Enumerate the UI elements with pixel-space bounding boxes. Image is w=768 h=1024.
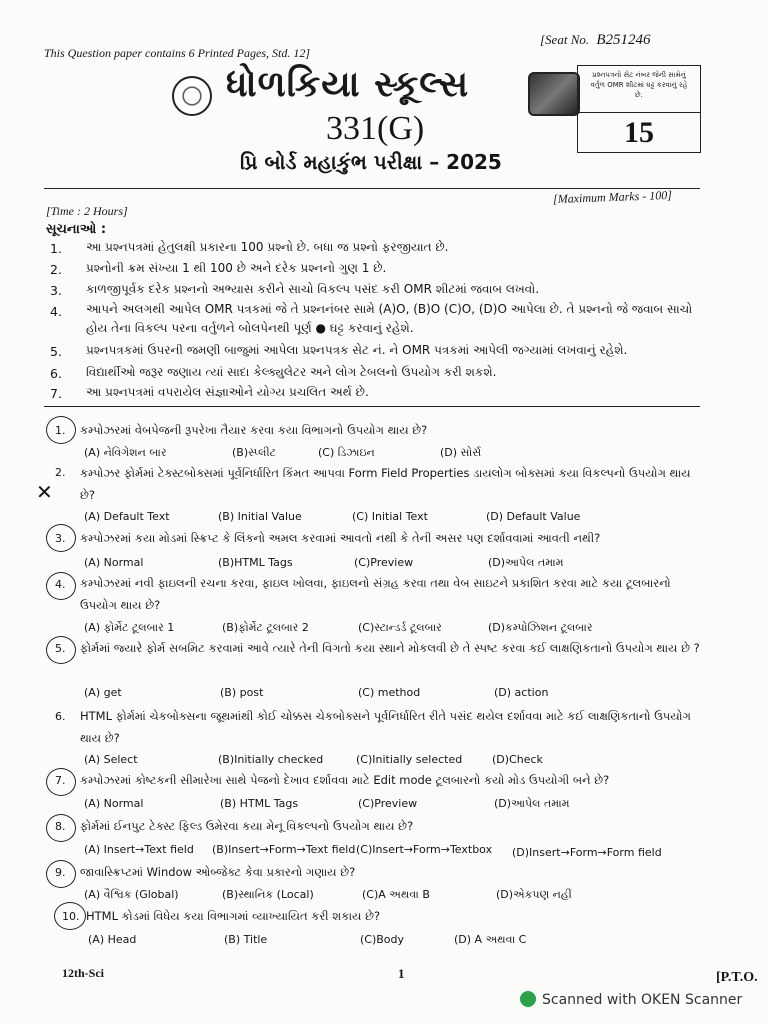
question-number: 7. xyxy=(55,774,66,787)
option-a: (A) ફોર્મેટ ટૂલબાર 1 xyxy=(84,621,175,634)
instruction-text: પ્રશ્નપત્રકમાં ઉપરની જમણી બાજુમાં આપેલા પ્રશ્નપત્રક સેટ નં. ને OMR પત્રકમાં આપેલી જગ્યામાં લખવાનું રહેશે. xyxy=(86,343,628,357)
option-b: (B)HTML Tags xyxy=(218,556,293,569)
question-number: 6. xyxy=(55,710,66,723)
question-text: જાવાસ્ક્રિપ્ટમાં Window ઓબ્જેક્ટ કેવા પ્રકારનો ગણાય છે? xyxy=(80,865,356,879)
question-number: 4. xyxy=(55,578,66,591)
instruction-text: આ પ્રશ્નપત્રમાં હેતુલક્ષી પ્રકારના 100 પ્રશ્નો છે. બધા જ પ્રશ્નો ફરજીયાત છે. xyxy=(86,240,449,254)
school-name: ધોળકિયા સ્કૂલ્સ xyxy=(226,64,470,105)
option-a: (A) નેવિગેશન બાર xyxy=(84,446,167,459)
instruction-number: 3. xyxy=(50,283,62,298)
question-number: 10. xyxy=(62,910,80,923)
question-text: કમ્પોઝરમાં કયા મોડમાં સ્ક્રિપ્ટ કે લિંકનો અમલ કરવામાં આવતો નથી કે તેની અસર પણ દર્શાવવામાં આવતી નથી? xyxy=(80,531,601,545)
option-c: (C)Body xyxy=(360,933,405,946)
paper-code: 331(G) xyxy=(326,110,425,147)
instruction-text: આ પ્રશ્નપત્રમાં વપરાયેલ સંજ્ઞાઓને યોગ્ય પ્રચલિત અર્થ છે. xyxy=(86,385,369,399)
question-text: ફોર્મમાં જ્યારે ફોર્મ સબમિટ કરવામાં આવે ત્યારે તેની વિગતો કયા સ્થાને મોકલવી છે તે સ્પષ્ટ કરવા કઈ લાક્ષણિકતાનો ઉપયોગ થાય છે ? xyxy=(80,641,700,655)
option-b: (B) Initial Value xyxy=(218,510,302,523)
option-d: (D)Insert→Form→Form field xyxy=(512,846,662,859)
option-c: (C) ડિઝાઇન xyxy=(318,446,375,459)
option-c: (C) method xyxy=(358,686,421,699)
class-label: 12th-Sci xyxy=(62,966,104,980)
scanner-text: Scanned with OKEN Scanner xyxy=(542,992,743,1008)
option-c: (C)Preview xyxy=(354,556,414,569)
max-marks: [Maximum Marks - 100] xyxy=(552,187,673,207)
option-a: (A) get xyxy=(84,686,122,699)
instruction-text: વિદ્યાર્થીઓ જરૂર જણાય ત્યાં સાદા કેલ્ક્યુલેટર અને લોગ ટેબલનો ઉપયોગ કરી શકશે. xyxy=(86,365,497,379)
question-number: 3. xyxy=(55,532,66,545)
instructions-heading: સૂચનાઓ : xyxy=(46,222,107,237)
question-number: 8. xyxy=(55,820,66,833)
option-c: (C)Preview xyxy=(358,797,418,810)
option-d: (D) A અથવા C xyxy=(454,933,527,946)
question-text: કમ્પોઝરમાં વેબપેજની રૂપરેખા તૈયાર કરવા કયા વિભાગનો ઉપયોગ થાય છે? xyxy=(80,423,428,437)
exam-title: પ્રિ બોર્ડ મહાકુંભ પરીક્ષા – 2025 xyxy=(240,150,502,174)
option-b: (B) HTML Tags xyxy=(220,797,299,810)
option-d: (D)આપેલ તમામ xyxy=(494,797,570,810)
option-c: (C)Insert→Form→Textbox xyxy=(356,843,493,856)
set-number: 15 xyxy=(624,116,654,149)
option-a: (A) વૈશ્વિક (Global) xyxy=(84,888,179,901)
question-text: કમ્પોઝર ફોર્મમાં ટેક્સ્ટબોક્સમાં પૂર્વનિર્ધારિત કિંમત આપવા Form Field Properties ડાયલોગ બોક્સમાં કયા વિકલ્પનો ઉપયોગ થાય છે? xyxy=(80,466,691,502)
page-number: 1 xyxy=(398,966,405,981)
instruction-text: કાળજીપૂર્વક દરેક પ્રશ્નનો અભ્યાસ કરીને સાચો વિકલ્પ પસંદ કરી OMR શીટમાં જવાબ લખવો. xyxy=(86,282,540,296)
scanner-watermark xyxy=(520,991,742,1008)
cross-mark-icon: ✕ xyxy=(36,480,53,504)
instruction-number: 2. xyxy=(50,262,62,277)
seat-label: [Seat No. xyxy=(540,32,590,47)
school-emblem-left-icon xyxy=(172,76,212,116)
question-text: કમ્પોઝરમાં કોષ્ટકની સીમારેખા સાથે પેજનો દેખાવ દર્શાવવા માટે Edit mode ટૂલબારનો કયો મોડ ઉપયોગી બને છે? xyxy=(80,773,610,787)
option-d: (D)આપેલ તમામ xyxy=(488,556,564,569)
option-d: (D)એકપણ નહીં xyxy=(496,888,572,901)
instruction-number: 1. xyxy=(50,241,62,256)
question-text: HTML ફોર્મમાં ચેકબોક્સના જૂથમાંથી કોઈ ચોક્કસ ચેકબોક્સને પૂર્વનિર્ધારિત રીતે પસંદ થયેલ દર્શાવવા માટે કઈ લાક્ષણિકતાનો ઉપયોગ થાય છે? xyxy=(80,709,691,745)
instruction-text: પ્રશ્નોની ક્રમ સંખ્યા 1 થી 100 છે અને દરેક પ્રશ્નનો ગુણ 1 છે. xyxy=(86,261,387,275)
instruction-number: 5. xyxy=(50,344,62,359)
set-box-divider xyxy=(578,112,700,113)
option-b: (B)સ્થાનિક (Local) xyxy=(222,888,314,901)
set-number-box xyxy=(577,65,701,153)
instruction-text: આપને અલગથી આપેલ OMR પત્રકમાં જે તે પ્રશ્નનંબર સામે (A)O, (B)O (C)O, (D)O આપેલા છે. તે પ્રશ્નનો જે જવાબ સાચો હોય તેના વિકલ્પ પરના વર્તુળને બોલપેનથી પૂર્ણ ● ઘટ્ટ કરવાનું રહેશે. xyxy=(86,302,693,335)
option-d: (D) સોર્સ xyxy=(440,446,482,459)
option-b: (B) post xyxy=(220,686,264,699)
question-number: 1. xyxy=(55,424,66,437)
question-number: 9. xyxy=(55,866,66,879)
header-divider xyxy=(44,188,700,189)
option-b: (B)Insert→Form→Text field xyxy=(212,843,356,856)
question-text: કમ્પોઝરમાં નવી ફાઇલની રચના કરવા, ફાઇલ ખોલવા, ફાઇલનો સંગ્રહ કરવા તથા વેબ સાઇટને પ્રકાશિત કરવા માટે કયા ટૂલબારનો ઉપયોગ થાય છે? xyxy=(80,576,671,612)
seat-number xyxy=(540,32,651,49)
set-box-note: પ્રશ્નપત્રનો સેટ નંબર જેની સામેનું વર્તુળ OMR શીટમાં ઘટ્ટ કરવાનું રહે છે. xyxy=(590,71,688,99)
instruction-number: 6. xyxy=(50,366,62,381)
option-d: (D) Default Value xyxy=(486,510,581,523)
question-number: 2. xyxy=(55,466,66,479)
printed-pages-note: This Question paper contains 6 Printed Pages, Std. 12] xyxy=(44,46,310,60)
option-d: (D)કમ્પોઝિશન ટૂલબાર xyxy=(488,621,593,634)
question-text: HTML કોડમાં વિધેય કયા વિભાગમાં વ્યાખ્યાયિત કરી શકાય છે? xyxy=(86,909,381,923)
question-text: ફોર્મમાં ઈનપુટ ટેક્સ્ટ ફિલ્ડ ઉમેરવા કયા મેનૂ વિકલ્પનો ઉપયોગ થાય છે? xyxy=(80,819,414,833)
option-c: (C)A અથવા B xyxy=(362,888,430,901)
instructions-divider xyxy=(44,406,700,407)
option-a: (A) Select xyxy=(84,753,138,766)
option-a: (A) Insert→Text field xyxy=(84,843,194,856)
option-c: (C)સ્ટાન્ડર્ડ ટૂલબાર xyxy=(358,621,442,634)
option-a: (A) Default Text xyxy=(84,510,170,523)
school-emblem-right-icon xyxy=(528,72,580,116)
option-c: (C) Initial Text xyxy=(352,510,428,523)
option-c: (C)Initially selected xyxy=(356,753,463,766)
option-b: (B)Initially checked xyxy=(218,753,324,766)
option-a: (A) Normal xyxy=(84,556,144,569)
question-number: 5. xyxy=(55,642,66,655)
instruction-number: 7. xyxy=(50,386,62,401)
option-b: (B)ફોર્મેટ ટૂલબાર 2 xyxy=(222,621,309,634)
pto-label: [P.T.O. xyxy=(716,970,758,985)
option-a: (A) Head xyxy=(88,933,137,946)
option-d: (D)Check xyxy=(492,753,543,766)
instruction-number: 4. xyxy=(50,304,62,319)
option-a: (A) Normal xyxy=(84,797,144,810)
seat-value: B251246 xyxy=(596,32,651,48)
option-d: (D) action xyxy=(494,686,549,699)
option-b: (B)સ્પ્લીટ xyxy=(232,446,277,459)
exam-time: [Time : 2 Hours] xyxy=(46,204,128,218)
option-b: (B) Title xyxy=(224,933,268,946)
scanner-logo-icon xyxy=(520,991,536,1007)
